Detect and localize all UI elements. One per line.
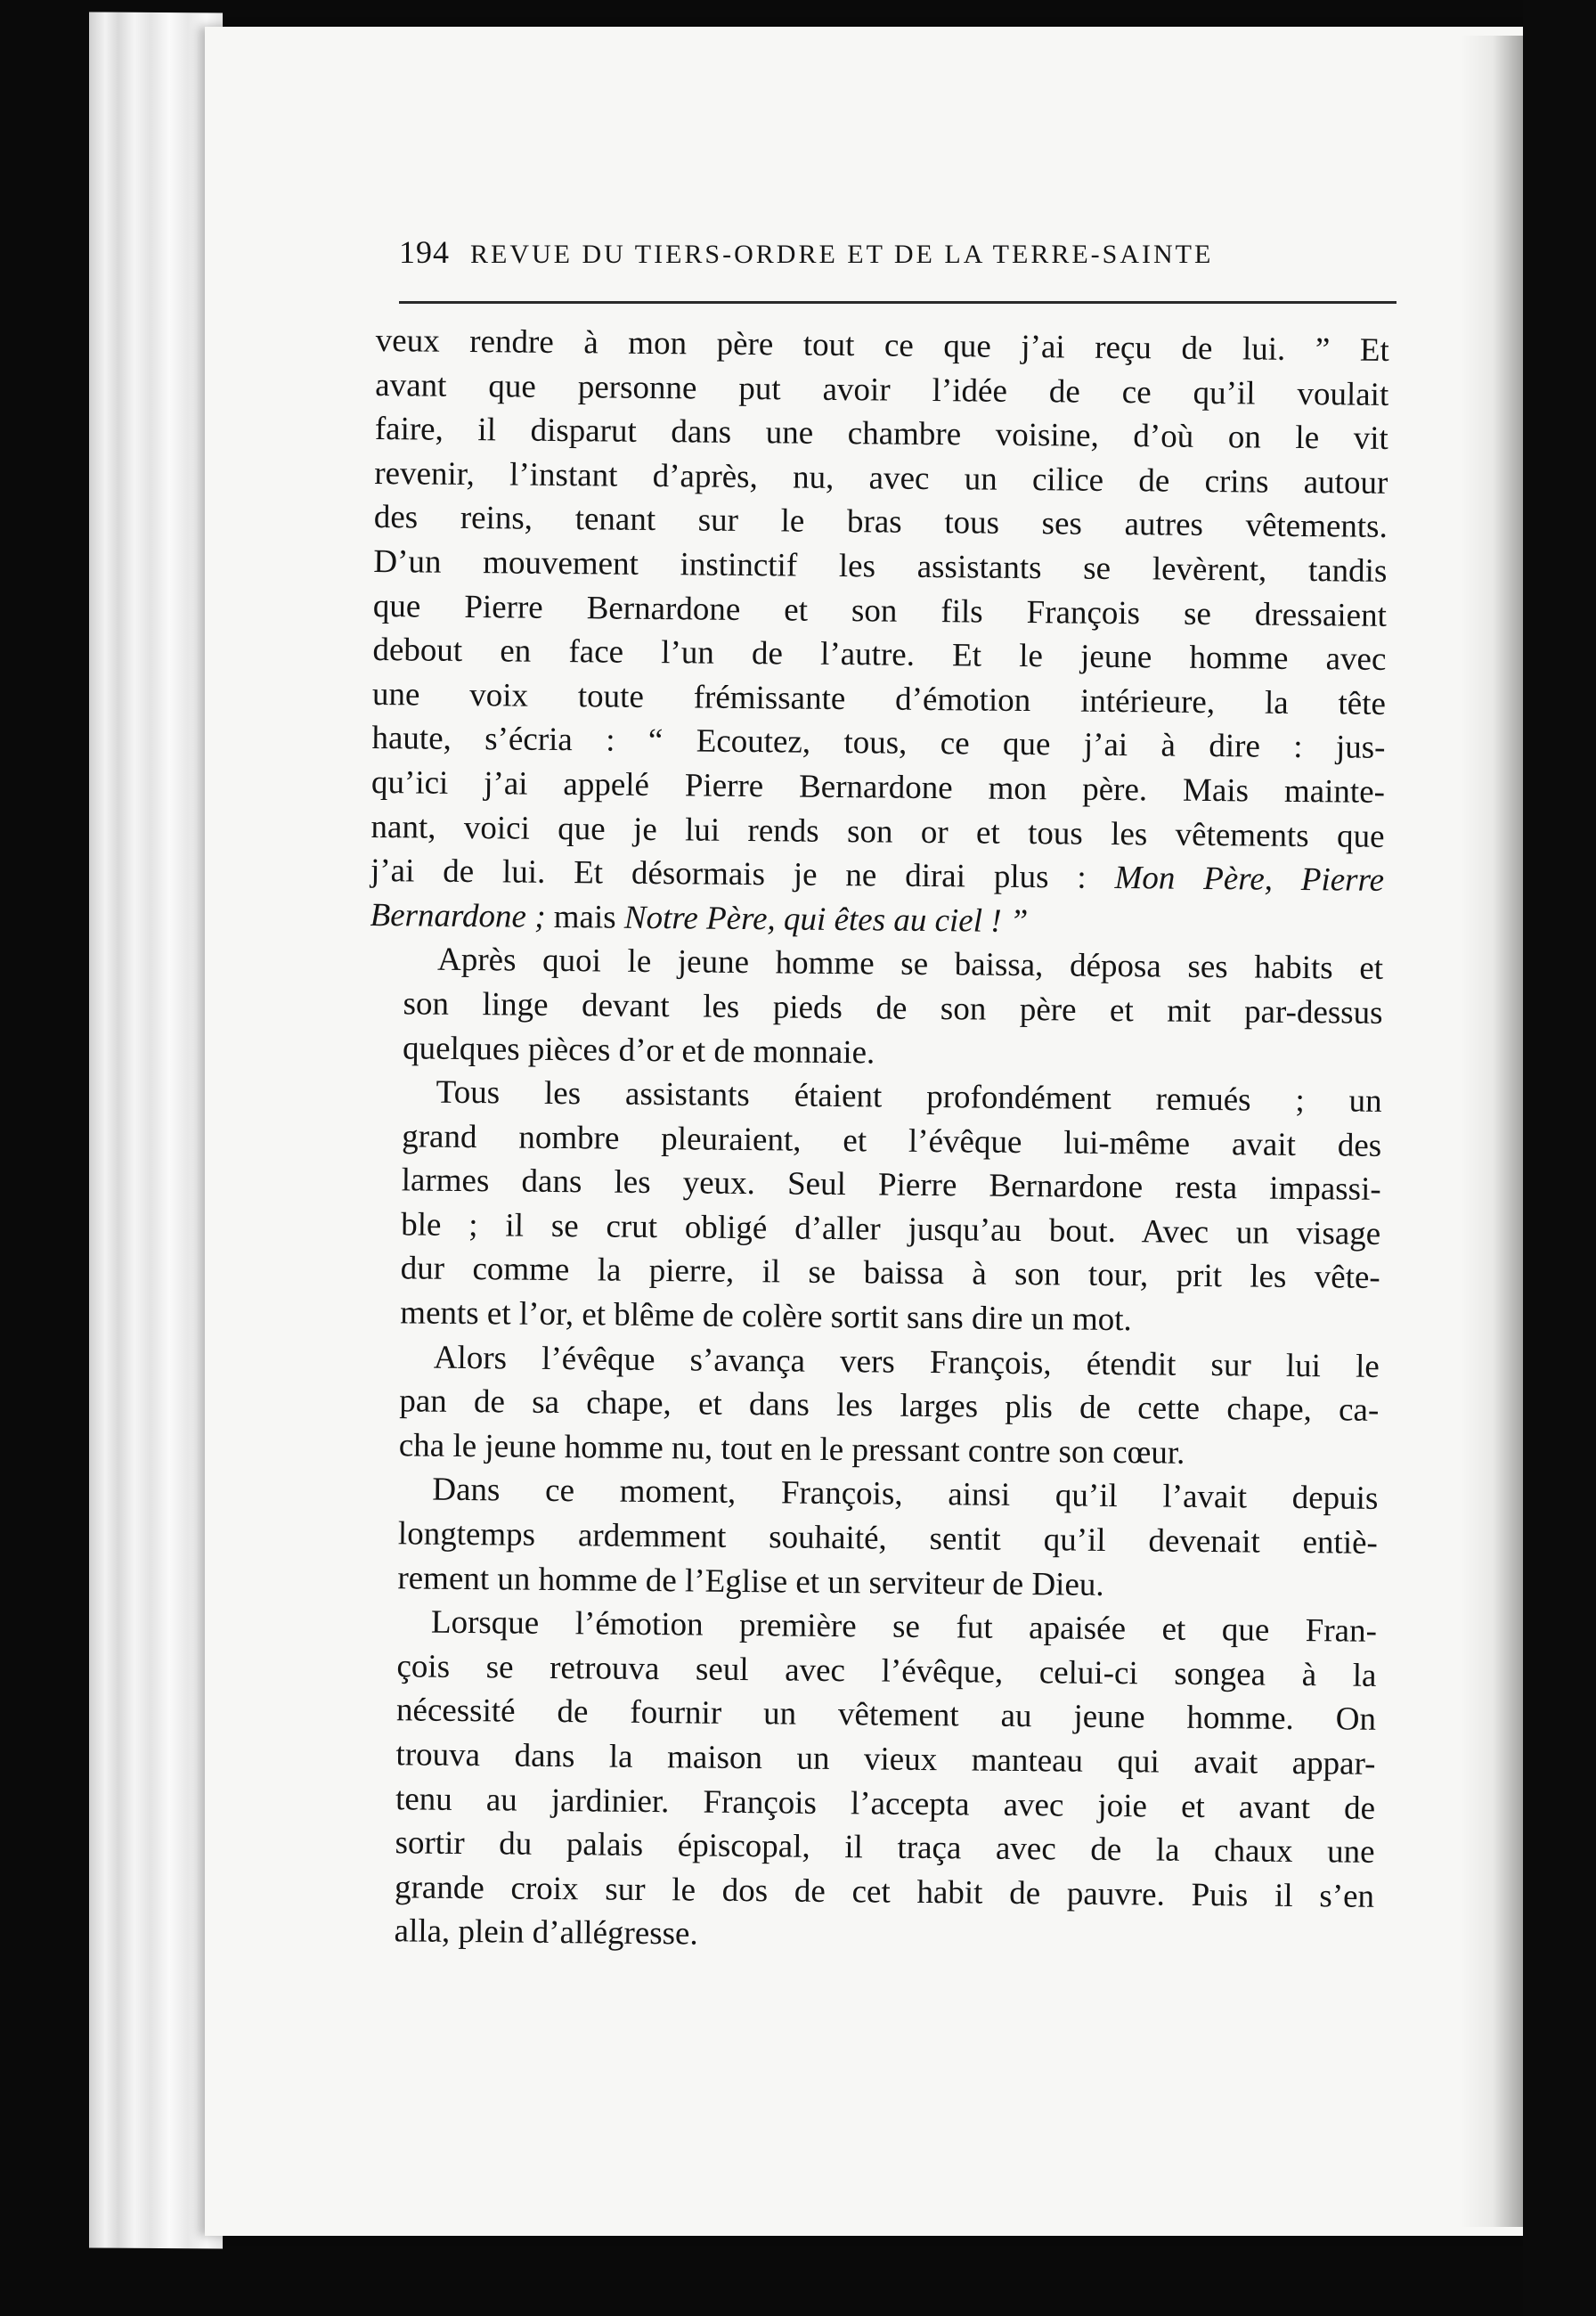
paragraph: [366, 1070, 1382, 1344]
text-line: qu’ici j’ai appelé Pierre Bernardone mon père. Mais mainte-: [370, 763, 1386, 811]
dark-border: [1523, 0, 1596, 2316]
paragraph: [369, 937, 1383, 1080]
text-line: cha le jeune homme nu, tout en le pressant contre son cœur.: [398, 1427, 1185, 1472]
paragraph: [365, 1335, 1380, 1478]
body-text: [360, 319, 1389, 1963]
text-line: que Pierre Bernardone et son fils François se dressaient: [372, 587, 1388, 634]
text-line: ble ; il se crut obligé d’aller jusqu’au bout. Avec un visage: [401, 1206, 1381, 1252]
text-line: rement un homme de l’Eglise et un serviteur de Dieu.: [397, 1559, 1104, 1603]
text-line: nécessité de fournir un vêtement au jeune homme. On: [395, 1692, 1377, 1739]
text-line: Alors l’évêque s’avança vers François, étendit sur lui le: [433, 1339, 1380, 1385]
text-line: trouva dans la maison un vieux manteau qui avait appar-: [395, 1736, 1376, 1782]
text-line: Après quoi le jeune homme se baissa, déposa ses habits et: [436, 942, 1384, 988]
text-line: des reins, tenant sur le bras tous ses autres vêtements.: [373, 499, 1388, 546]
running-header: [399, 233, 1396, 278]
text-line: çois se retrouva seul avec l’évêque, celui-ci songea à la: [396, 1648, 1377, 1694]
italic-quote: Bernardone ;: [370, 896, 546, 935]
text-run: mais: [553, 898, 625, 936]
page-edges: [89, 12, 223, 2248]
paragraph: [363, 1467, 1378, 1610]
text-line: nant, voici que je lui rends son or et tous les vêtements que: [370, 808, 1385, 855]
text-line: pan de sa chape, et dans les larges plis de cette chape, ca-: [399, 1382, 1380, 1430]
text-run: j’ai de lui. Et désormais je ne dirai plus :: [370, 852, 1115, 897]
text-line: Lorsque l’émotion première se fut apaisée et que Fran-: [430, 1603, 1378, 1651]
text-line: ments et l’or, et blême de colère sortit sans dire un mot.: [400, 1294, 1132, 1339]
text-line: tenu au jardinier. François l’accepta avec joie et avant de: [395, 1780, 1376, 1827]
text-line: longtemps ardemment souhaité, sentit qu’il devenait entiè-: [397, 1515, 1379, 1562]
text-line: son linge devant les pieds de son père et mit par-dessus: [403, 985, 1383, 1032]
text-line: haute, s’écria : “ Ecoutez, tous, ce que j’ai à dire : jus-: [371, 720, 1386, 767]
italic-quote: Mon Père, Pierre: [1114, 860, 1385, 900]
text-line: faire, il disparut dans une chambre voisine, d’où on le vit: [374, 411, 1388, 458]
text-line: debout en face l’un de l’autre. Et le jeune homme avec: [372, 632, 1387, 679]
text-line: Dans ce moment, François, ainsi qu’il l’avait depuis: [432, 1472, 1379, 1518]
italic-quote: Notre Père, qui êtes au ciel ! ”: [623, 899, 1029, 940]
running-title: REVUE DU TIERS-ORDRE ET DE LA TERRE-SAINTE: [470, 240, 1214, 269]
page-number: 194: [399, 234, 450, 270]
text-line: une voix toute frémissante d’émotion intérieure, la tête: [371, 675, 1387, 722]
text-line: dur comme la pierre, il se baissa à son tour, prit les vête-: [400, 1250, 1380, 1297]
text-line: grand nombre pleuraient, et l’évêque lui-même avait des: [401, 1118, 1382, 1164]
header-rule: [399, 301, 1396, 304]
text-line: veux rendre à mon père tout ce que j’ai reçu de lui. ” Et: [375, 322, 1389, 369]
text-line: avant que personne put avoir l’idée de ce qu’il voulait: [375, 366, 1389, 413]
text-line: quelques pièces d’or et de monnaie.: [402, 1029, 875, 1071]
paragraph: [370, 319, 1389, 947]
text-line: alla, plein d’allégresse.: [394, 1912, 698, 1953]
text-line: Tous les assistants étaient profondément remués ; un: [436, 1073, 1382, 1120]
paragraph: [360, 1600, 1377, 1963]
text-line: revenir, l’instant d’après, nu, avec un cilice de crins autour: [374, 454, 1388, 502]
text-line: grande croix sur le dos de cet habit de pauvre. Puis il s’en: [394, 1869, 1375, 1915]
text-line: D’un mouvement instinctif les assistants se levèrent, tandis: [373, 542, 1388, 590]
text-line: larmes dans les yeux. Seul Pierre Bernardone resta impassi-: [401, 1162, 1381, 1209]
text-line: sortir du palais épiscopal, il traça avec de la chaux une: [395, 1824, 1375, 1872]
